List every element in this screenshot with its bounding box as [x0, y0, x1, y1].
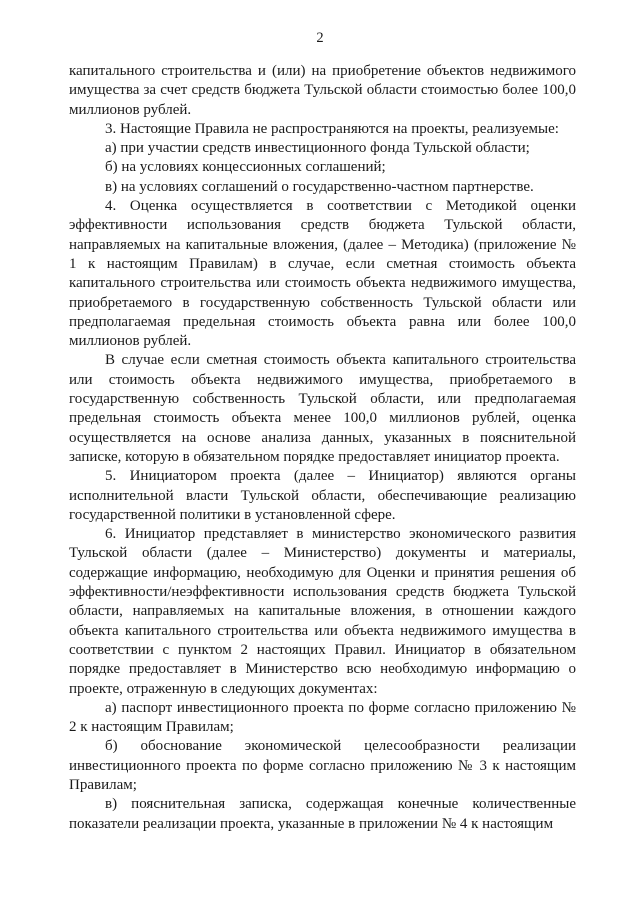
paragraph-subitem-v: в) на условиях соглашений о государственно-частном партнерстве.	[105, 178, 534, 195]
paragraph-item-6-a: а) паспорт инвестиционного проекта по форме согласно приложению № 2 к настоящим Правилам;	[69, 699, 576, 736]
paragraph-subitem-b: б) на условиях концессионных соглашений;	[105, 159, 386, 176]
page-number: 2	[316, 30, 324, 46]
paragraph-subitem-a: а) при участии средств инвестиционного фонда Тульской области;	[105, 140, 530, 157]
document-body	[69, 62, 576, 834]
paragraph-item-4-continued: В случае если сметная стоимость объекта капитального строительства или стоимость объекта недвижимого имущества, приобретаемого в государственную собственность Тульской области, или предполагаемая предельная стоимость объекта менее 100,0 миллионов рублей, оценка осуществляется на основе анализа данных, указанных в пояснительной записке, которую в обязательном порядке предоставляет инициатор проекта.	[69, 352, 576, 465]
paragraph-item-6-b: б) обоснование экономической целесообразности реализации инвестиционного проекта по форме согласно приложению № 3 к настоящим Правилам;	[69, 738, 576, 793]
paragraph-item-3: 3. Настоящие Правила не распространяются на проекты, реализуемые:	[105, 120, 559, 137]
paragraph-item-6-v: в) пояснительная записка, содержащая конечные количественные показатели реализации проекта, указанные в приложении № 4 к настоящим	[69, 796, 576, 832]
paragraph-item-4: 4. Оценка осуществляется в соответствии с Методикой оценки эффективности использования средств бюджета Тульской области, направляемых на капитальные вложения, (далее – Методика) (приложение № 1 к настоящим Правилам) в случае, если сметная стоимость объекта капитального строительства или стоимость объекта недвижимого имущества, приобретаемого в государственную собственность Тульской области или предполагаемая предельная стоимость объекта равна или более 100,0 миллионов рублей.	[69, 198, 576, 350]
paragraph-item-5: 5. Инициатором проекта (далее – Инициатор) являются органы исполнительной власти Тульской области, обеспечивающие реализацию государственной политики в установленной сфере.	[69, 468, 576, 523]
paragraph-continuation: капитального строительства и (или) на приобретение объектов недвижимого имущества за счет средств бюджета Тульской области стоимостью более 100,0 миллионов рублей.	[69, 63, 576, 118]
paragraph-item-6: 6. Инициатор представляет в министерство экономического развития Тульской области (далее – Министерство) документы и материалы, содержащие информацию, необходимую для Оценки и принятия решения об эффективности/неэффективности использования средств бюджета Тульской области, направляемых на капитальные вложения, в отношении каждого объекта капитального строительства или объекта недвижимого имущества в соответствии с пунктом 2 настоящих Правил. Инициатор в обязательном порядке предоставляет в Министерство всю необходимую информацию о проекте, отраженную в следующих документах:	[69, 526, 576, 697]
